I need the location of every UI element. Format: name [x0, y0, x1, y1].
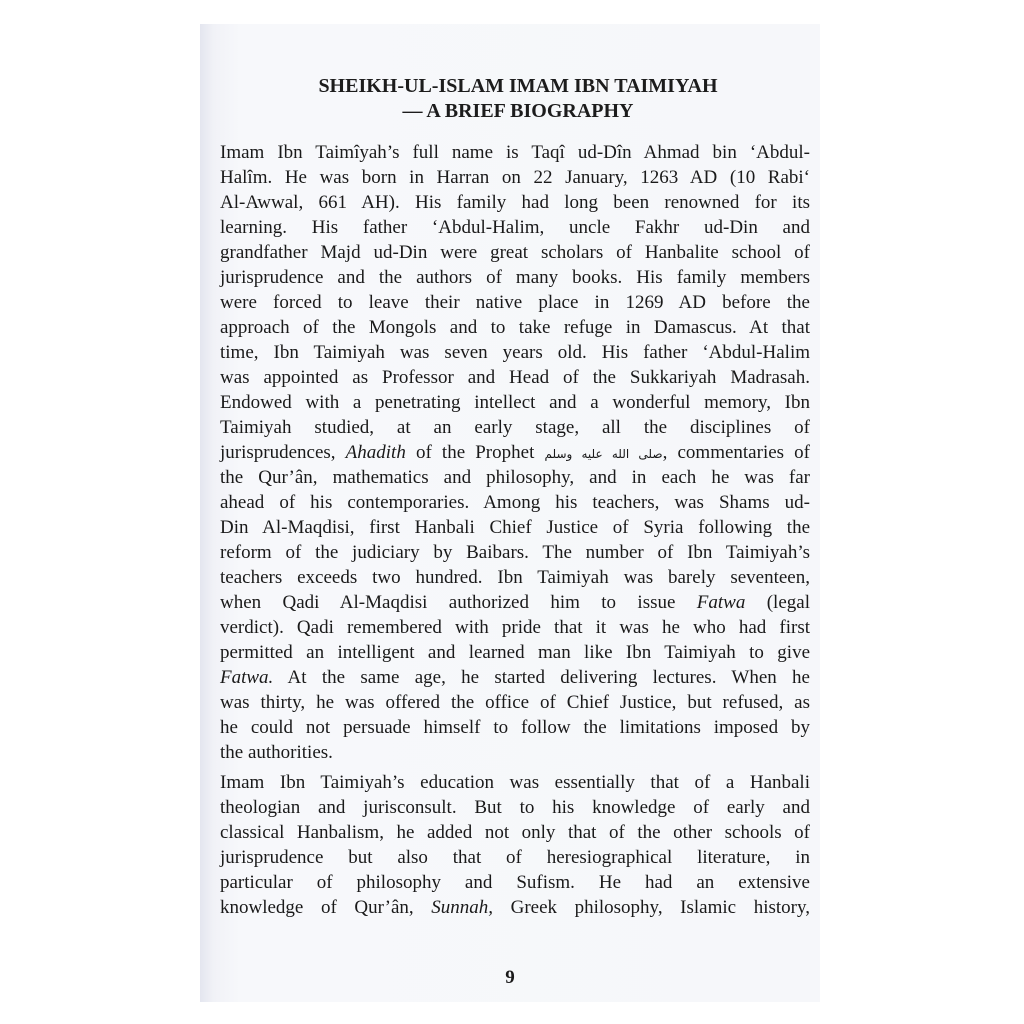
book-page	[200, 24, 820, 1002]
paragraph-1	[220, 140, 810, 765]
text-line: time, Ibn Taimiyah was seven years old. His father ‘Abdul-Halim	[220, 342, 810, 363]
text-run: At the same age, he started delivering lectures. When he	[273, 667, 810, 688]
text-line	[220, 895, 810, 920]
text-line: permitted an intelligent and learned man like Ibn Taimiyah to give	[220, 642, 810, 663]
text-line: approach of the Mongols and to take refuge in Damascus. At that	[220, 317, 810, 338]
italic-term: Sunnah,	[431, 897, 493, 918]
text-line: Imam Ibn Taimîyah’s full name is Taqî ud-Dîn Ahmad bin ‘Abdul-	[220, 142, 810, 163]
text-line	[220, 440, 810, 465]
paragraph-2	[220, 770, 810, 920]
arabic-salutation: صلى الله عليه وسلم	[544, 447, 663, 461]
text-line: Imam Ibn Taimiyah’s education was essentially that of a Hanbali	[220, 772, 810, 793]
text-line: Din Al-Maqdisi, first Hanbali Chief Justice of Syria following the	[220, 517, 810, 538]
text-line: jurisprudence but also that of heresiographical literature, in	[220, 847, 810, 868]
text-line: the Qur’ân, mathematics and philosophy, and in each he was far	[220, 467, 810, 488]
text-line: were forced to leave their native place in 1269 AD before the	[220, 292, 810, 313]
text-line: classical Hanbalism, he added not only that of the other schools of	[220, 822, 810, 843]
text-line: grandfather Majd ud-Din were great scholars of Hanbalite school of	[220, 242, 810, 263]
text-line	[220, 665, 810, 690]
text-line: theologian and jurisconsult. But to his knowledge of early and	[220, 797, 810, 818]
text-line: reform of the judiciary by Baibars. The number of Ibn Taimiyah’s	[220, 542, 810, 563]
text-run: when Qadi Al-Maqdisi authorized him to issue	[220, 592, 697, 613]
text-run: of the Prophet	[405, 442, 545, 463]
italic-term: Fatwa.	[220, 667, 274, 688]
text-line: teachers exceeds two hundred. Ibn Taimiyah was barely seventeen,	[220, 567, 810, 588]
page-subtitle: — A BRIEF BIOGRAPHY	[402, 100, 634, 122]
text-line: Al-Awwal, 661 AH). His family had long been renowned for its	[220, 192, 810, 213]
italic-term: Fatwa	[696, 592, 746, 613]
text-run: jurisprudences,	[220, 442, 346, 463]
text-line: was thirty, he was offered the office of Chief Justice, but refused, as	[220, 692, 810, 713]
text-line: he could not persuade himself to follow the limitations imposed by	[220, 717, 810, 738]
text-line: jurisprudence and the authors of many books. His family members	[220, 267, 810, 288]
text-line	[220, 590, 810, 615]
text-line: was appointed as Professor and Head of the Sukkariyah Madrasah.	[220, 367, 810, 388]
page-title: SHEIKH-UL-ISLAM IMAM IBN TAIMIYAH	[318, 75, 718, 97]
text-line: Taimiyah studied, at an early stage, all the disciplines of	[220, 417, 810, 438]
text-run: (legal	[745, 592, 810, 613]
text-run: knowledge of Qur’ân,	[220, 897, 432, 918]
text-line: ahead of his contemporaries. Among his teachers, was Shams ud-	[220, 492, 810, 513]
text-line: particular of philosophy and Sufism. He had an extensive	[220, 872, 810, 893]
text-line: the authorities.	[220, 742, 333, 763]
italic-term: Ahadith	[345, 442, 406, 463]
page-number: 9	[505, 967, 515, 988]
text-run: Greek philosophy, Islamic history,	[493, 897, 810, 918]
text-run: , commentaries of	[662, 442, 810, 463]
text-line: Halîm. He was born in Harran on 22 January, 1263 AD (10 Rabi‘	[220, 167, 810, 188]
text-line: Endowed with a penetrating intellect and a wonderful memory, Ibn	[220, 392, 810, 413]
text-line: verdict). Qadi remembered with pride that it was he who had first	[220, 617, 810, 638]
text-line: learning. His father ‘Abdul-Halim, uncle Fakhr ud-Din and	[220, 217, 810, 238]
